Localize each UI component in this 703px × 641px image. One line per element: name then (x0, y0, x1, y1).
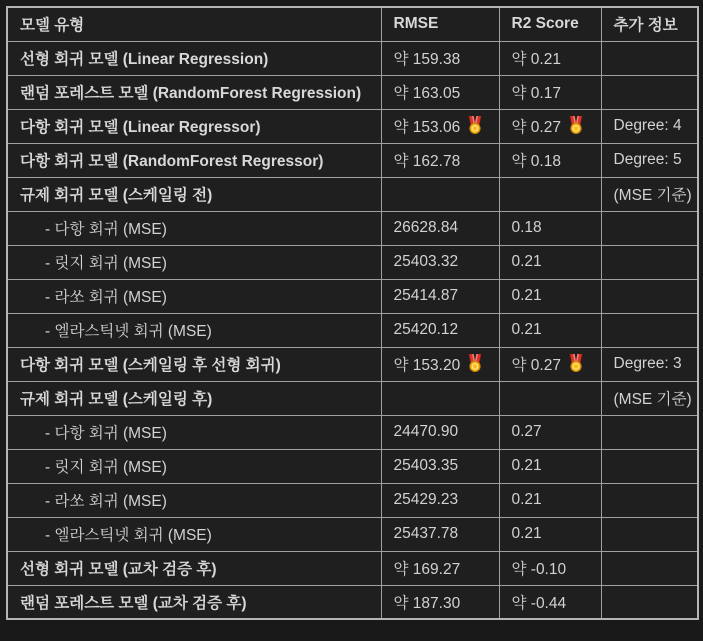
cell-value: 24470.90 (393, 422, 459, 440)
cell-value: 약 0.27 (511, 119, 561, 136)
column-header-rmse: RMSE (381, 7, 499, 41)
cell-model: 다항 회귀 모델 (스케일링 후 선형 회귀) (7, 347, 381, 381)
cell-r2 (499, 109, 601, 143)
table-row (7, 143, 698, 177)
cell-model: 다항 회귀 모델 (Linear Regressor) (7, 109, 381, 143)
table-row (7, 517, 698, 551)
cell-rmse (381, 279, 499, 313)
cell-model: 규제 회귀 모델 (스케일링 전) (7, 177, 381, 211)
cell-rmse (381, 551, 499, 585)
cell-rmse (381, 449, 499, 483)
table-row (7, 551, 698, 585)
cell-info (601, 41, 698, 75)
cell-value: 0.18 (511, 218, 542, 236)
table-row (7, 211, 698, 245)
cell-info (601, 313, 698, 347)
cell-info: (MSE 기준) (601, 381, 698, 415)
cell-info: Degree: 4 (601, 109, 698, 143)
cell-rmse (381, 211, 499, 245)
cell-value: 약 159.38 (393, 51, 461, 68)
model-comparison-table (6, 6, 699, 620)
cell-info: Degree: 3 (601, 347, 698, 381)
cell-value: 25414.87 (393, 286, 459, 304)
cell-value: 25429.23 (393, 490, 459, 508)
cell-model: - 다항 회귀 (MSE) (7, 415, 381, 449)
cell-model: 선형 회귀 모델 (Linear Regression) (7, 41, 381, 75)
cell-model: - 엘라스틱넷 회귀 (MSE) (7, 517, 381, 551)
cell-info (601, 449, 698, 483)
table-row (7, 347, 698, 381)
cell-rmse (381, 381, 499, 415)
cell-r2 (499, 211, 601, 245)
cell-r2 (499, 483, 601, 517)
cell-info (601, 75, 698, 109)
cell-value: 약 153.20 (393, 357, 461, 374)
cell-r2 (499, 517, 601, 551)
cell-model: - 엘라스틱넷 회귀 (MSE) (7, 313, 381, 347)
cell-r2 (499, 415, 601, 449)
cell-r2 (499, 313, 601, 347)
cell-info (601, 551, 698, 585)
table-row (7, 245, 698, 279)
cell-value: 약 187.30 (393, 594, 461, 612)
cell-rmse (381, 517, 499, 551)
cell-rmse (381, 41, 499, 75)
table-row (7, 381, 698, 415)
cell-value: 26628.84 (393, 218, 459, 236)
table-row (7, 177, 698, 211)
cell-info (601, 585, 698, 619)
cell-r2 (499, 75, 601, 109)
cell-value: 약 0.17 (511, 85, 561, 102)
cell-value: 25403.35 (393, 456, 459, 474)
cell-value: 약 163.05 (393, 85, 461, 102)
cell-model: 선형 회귀 모델 (교차 검증 후) (7, 551, 381, 585)
cell-rmse (381, 75, 499, 109)
header-row (7, 7, 698, 41)
table-row (7, 313, 698, 347)
cell-value: 0.21 (511, 456, 542, 474)
cell-value: 약 -0.44 (511, 594, 567, 612)
cell-info (601, 245, 698, 279)
column-header-r2: R2 Score (499, 7, 601, 41)
cell-info (601, 483, 698, 517)
cell-value: 0.27 (511, 422, 542, 440)
table-body (7, 41, 698, 619)
cell-info: Degree: 5 (601, 143, 698, 177)
cell-rmse (381, 143, 499, 177)
cell-model: - 릿지 회귀 (MSE) (7, 245, 381, 279)
cell-rmse (381, 483, 499, 517)
column-header-model: 모델 유형 (7, 7, 381, 41)
medal-icon (568, 116, 584, 134)
cell-r2 (499, 347, 601, 381)
cell-rmse (381, 313, 499, 347)
cell-value: 약 162.78 (393, 153, 461, 170)
cell-value: 25437.78 (393, 524, 459, 542)
cell-info (601, 279, 698, 313)
cell-value: 25420.12 (393, 320, 459, 338)
medal-icon (467, 354, 483, 372)
cell-model: - 다항 회귀 (MSE) (7, 211, 381, 245)
table-row (7, 415, 698, 449)
table-row (7, 279, 698, 313)
cell-model: 규제 회귀 모델 (스케일링 후) (7, 381, 381, 415)
cell-r2 (499, 585, 601, 619)
medal-icon (568, 354, 584, 372)
cell-r2 (499, 551, 601, 585)
cell-value: 약 0.21 (511, 51, 561, 68)
cell-r2 (499, 381, 601, 415)
cell-r2 (499, 143, 601, 177)
cell-value: 약 169.27 (393, 561, 461, 578)
cell-value: 0.21 (511, 252, 542, 270)
cell-model: 랜덤 포레스트 모델 (교차 검증 후) (7, 585, 381, 619)
cell-value: 0.21 (511, 490, 542, 508)
cell-model: 랜덤 포레스트 모델 (RandomForest Regression) (7, 75, 381, 109)
cell-model: 다항 회귀 모델 (RandomForest Regressor) (7, 143, 381, 177)
cell-rmse (381, 585, 499, 619)
cell-info: (MSE 기준) (601, 177, 698, 211)
table-row (7, 109, 698, 143)
cell-rmse (381, 177, 499, 211)
table-row (7, 41, 698, 75)
cell-value: 0.21 (511, 320, 542, 338)
cell-value: 0.21 (511, 524, 542, 542)
cell-model: - 라쏘 회귀 (MSE) (7, 483, 381, 517)
table-row (7, 75, 698, 109)
table-row (7, 585, 698, 619)
cell-model: - 라쏘 회귀 (MSE) (7, 279, 381, 313)
cell-value: 약 -0.10 (511, 561, 567, 578)
cell-model: - 릿지 회귀 (MSE) (7, 449, 381, 483)
cell-info (601, 517, 698, 551)
cell-value: 0.21 (511, 286, 542, 304)
cell-r2 (499, 245, 601, 279)
table-row (7, 449, 698, 483)
cell-r2 (499, 279, 601, 313)
cell-rmse (381, 347, 499, 381)
medal-icon (467, 116, 483, 134)
column-header-info: 추가 정보 (601, 7, 698, 41)
cell-info (601, 415, 698, 449)
cell-info (601, 211, 698, 245)
cell-r2 (499, 177, 601, 211)
table-row (7, 483, 698, 517)
cell-rmse (381, 245, 499, 279)
cell-value: 25403.32 (393, 252, 459, 270)
cell-r2 (499, 449, 601, 483)
cell-value: 약 0.27 (511, 357, 561, 374)
cell-value: 약 0.18 (511, 153, 561, 170)
cell-rmse (381, 415, 499, 449)
cell-value: 약 153.06 (393, 119, 461, 136)
cell-rmse (381, 109, 499, 143)
cell-r2 (499, 41, 601, 75)
